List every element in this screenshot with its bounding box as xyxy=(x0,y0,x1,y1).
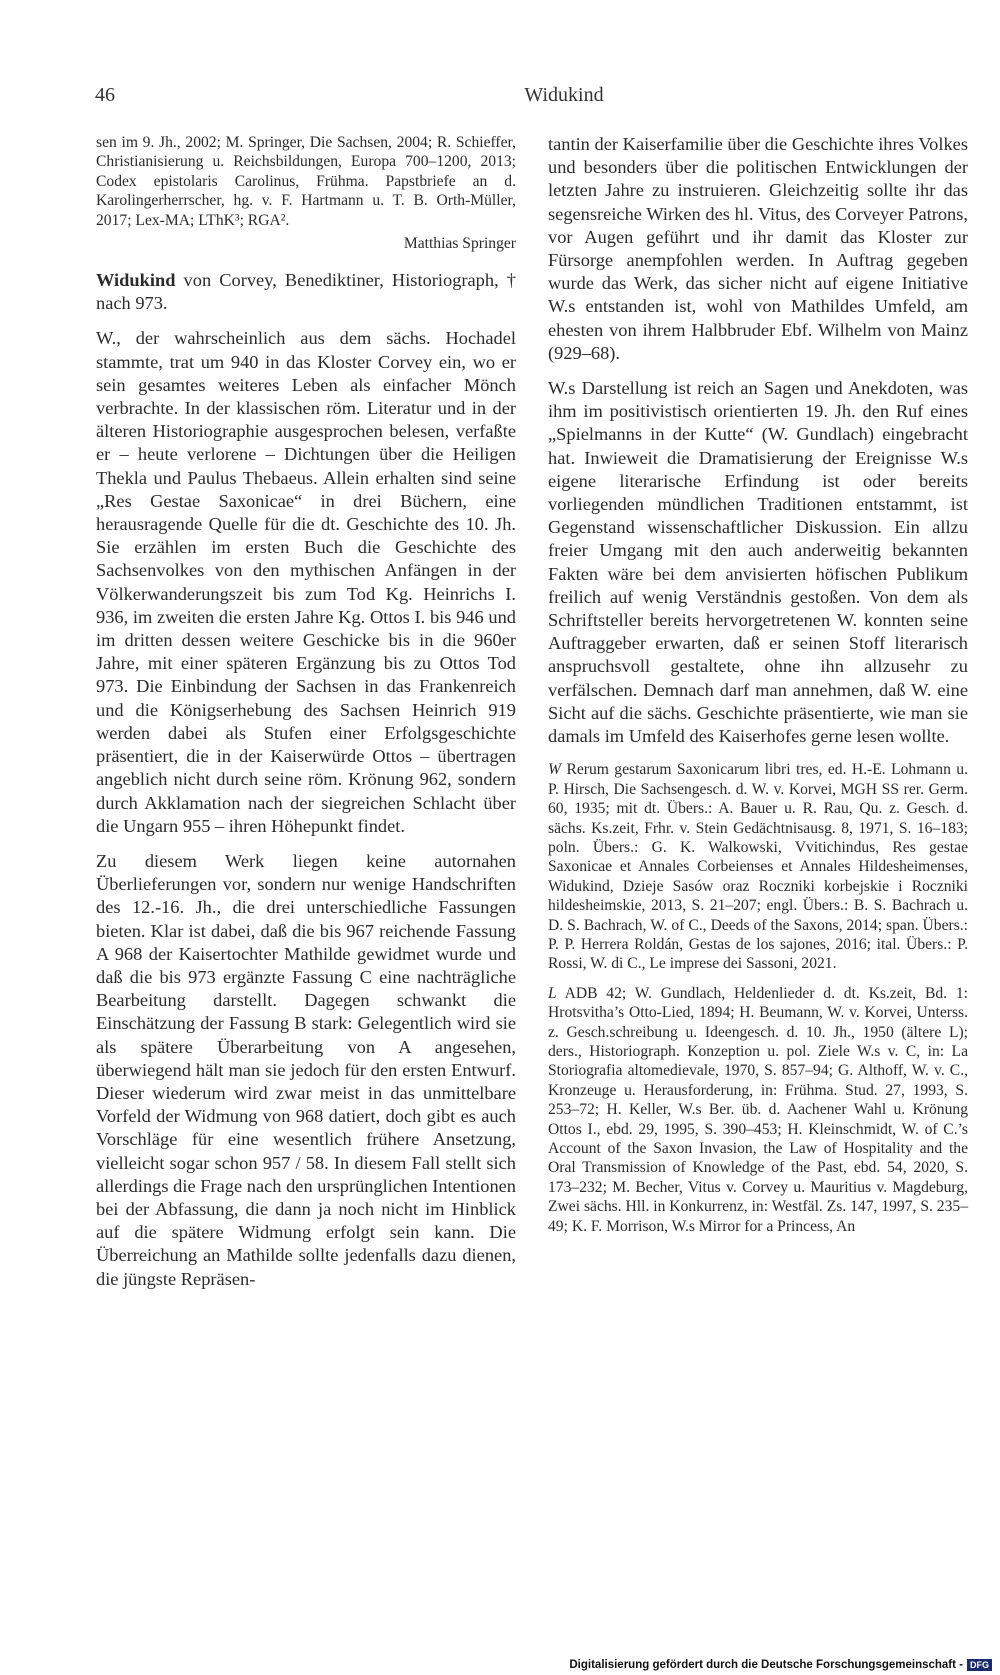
previous-entry-bibliography: sen im 9. Jh., 2002; M. Springer, Die Sachsen, 2004; R. Schieffer, Christianisierung u. Reichsbildungen, Europa 700–1200, 2013; Codex epistolaris Carolinus, Frühma. Papstbriefe an d. Karolingerherrscher, hg. v. F. Hartmann u. T. B. Orth-Müller, 2017; Lex-MA; LThK³; RGA². xyxy=(96,134,516,229)
literature-section xyxy=(548,984,968,1236)
paragraph-2: Zu diesem Werk liegen keine autornahen Überlieferungen vor, sondern nur wenige Handschriften des 12.-16. Jh., die drei unterschiedliche Fassungen bieten. Klar ist dabei, daß die bis 967 reichende Fassung A 968 der Kaisertochter Mathilde gewidmet wurde und daß die bis 973 ergänzte Fassung C eine nachträgliche Bearbeitung darstellt. Dagegen schwankt die Einschätzung der Fassung B stark: Gelegentlich wird sie als spätere Überarbeitung von A angesehen, überwiegend hält man sie jedoch für den ersten Entwurf. Dieser wiederum wird zwar meist in das unmittelbare Vorfeld der Widmung von 968 datiert, doch gibt es auch Vorschläge für eine wesentlich frühere Ansetzung, vielleicht sogar schon 957 / 58. In diesem Fall stellt sich allerdings die Frage nach den ursprünglichen Intentionen bei der Abfassung, die dann ja noch nicht im Hinblick auf die spätere Widmung erfolgt sein kann. Die Überreichung an Mathilde sollte jedenfalls dazu dienen, die jüngste Repräsen- xyxy=(96,850,516,1289)
entry-lemma: Widukind xyxy=(96,270,176,291)
works-text: Rerum gestarum Saxonicarum libri tres, ed. H.-E. Lohmann u. P. Hirsch, Die Sachsengesch. d. W. v. Korvei, MGH SS rer. Germ. 60, 1935; mit dt. Übers.: A. Bauer u. R. Rau, Qu. z. Gesch. d. sächs. Ks.zeit, Frhr. v. Stein Gedächtnisausg. 8, 1971, S. 16–183; poln. Übers.: G. K. Walkowski, Vvitichindus, Res gestae Saxonicae et Annales Corbeienses et Annales Hildesheimenses, Widukind, Dzieje Sasów oraz Roczniki korbejskie i Roczniki hildesheimskie, 2013, S. 21–207; engl. Übers.: B. S. Bachrach u. D. S. Bachrach, W. of C., Deeds of the Saxons, 2014; span. Übers.: P. P. Herrera Roldán, Gestas de los sajones, 2016; ital. Übers.: P. Rossi, W. di C., Le imprese dei Sassoni, 2021. xyxy=(548,761,968,973)
paragraph-3: tantin der Kaiserfamilie über die Geschichte ihres Volkes und besonders über die politischen Entwicklungen der letzten Jahre zu instruieren. Gleichzeitig sollte ihr das segensreiche Wirken des hl. Vitus, des Corveyer Patrons, vor Augen geführt und ihr damit das Kloster zur Fürsorge anempfohlen werden. In Auftrag gegeben wurde das Werk, das sicher nicht auf eigene Initiative W.s entstanden ist, wohl von Mathildes Umfeld, am ehesten von ihrem Halbbruder Ebf. Wilhelm von Mainz (929–68). xyxy=(548,134,968,363)
footer-text: Digitalisierung gefördert durch die Deutsche Forschungsgemeinschaft - xyxy=(569,1659,963,1671)
previous-entry-author: Matthias Springer xyxy=(403,235,516,253)
literature-text: ADB 42; W. Gundlach, Heldenlieder d. dt. Ks.zeit, Bd. 1: Hrotsvitha’s Otto-Lied, 1894; H. Beumann, W. v. Korvei, Unterss. z. Gesch.schreibung u. Ideengesch. d. 10. Jh., 1950 (ältere L); ders., Historiograph. Konzeption u. pol. Ziele W.s v. C, in: La Storiografia altomedievale, 1970, S. 857–94; G. Althoff, W. v. C., Kronzeuge u. Herausforderung, in: Frühma. Stud. 27, 1993, S. 253–72; H. Keller, W.s Ber. üb. d. Aachener Wahl u. Krönung Ottos I., ebd. 29, 1995, S. 390–453; H. Kleinschmidt, W. of C.’s Account of the Saxon Invasion, the Law of Hospitality and the Oral Transmission of Knowledge of the Past, ebd. 54, 2020, S. 173–232; M. Becher, Vitus v. Corvey u. Mauritius v. Magdeburg, Zwei sächs. Hll. in Konkurrenz, in: Westfäl. Zs. 147, 1997, S. 235–49; K. F. Morrison, W.s Mirror for a Princess, An xyxy=(548,984,968,1235)
dfg-logo: DFG xyxy=(967,1659,992,1671)
paragraph-4: W.s Darstellung ist reich an Sagen und Anekdoten, was ihm im positivistisch orientierten 19. Jh. den Ruf eines „Spielmanns in der Kutte“ (W. Gundlach) eingebracht hat. Inwieweit die Dramatisierung der Ereignisse W.s eigene literarische Erfindung ist oder bereits vorliegenden mündlichen Traditionen entstammt, ist Gegenstand wissenschaftlicher Diskussion. Ein allzu freier Umgang mit den auch anderweitig bekannten Fakten wäre bei dem anvisierten höfischen Publikum freilich auf wenig Verständnis gestoßen. Von dem als Schriftsteller bereits hervorgetretenen W. konnten seine Auftraggeber erwarten, daß er seinen Stoff literarisch anspruchsvoll gestaltete, ohne ihn allzusehr zu verfälschen. Demnach darf man annehmen, daß W. eine Sicht auf die sächs. Geschichte präsentierte, wie man sie damals im Umfeld des Kaiserhofes gerne lesen wollte. xyxy=(548,378,968,747)
footer-credit xyxy=(569,1659,992,1671)
works-label: W xyxy=(548,761,561,779)
literature-label: L xyxy=(548,984,557,1002)
entry-heading-rest: von Corvey, Benediktiner, Historiograph, † nach 973. xyxy=(96,270,516,314)
page-number: 46 xyxy=(95,84,115,106)
page-header xyxy=(95,84,905,114)
right-column xyxy=(548,133,968,1236)
entry-heading xyxy=(96,269,516,315)
running-head: Widukind xyxy=(524,84,604,106)
works-section xyxy=(548,760,968,973)
left-column xyxy=(96,133,516,1291)
paragraph-1: W., der wahrscheinlich aus dem sächs. Hochadel stammte, trat um 940 in das Kloster Corvey ein, wo er sein gesamtes weiteres Leben als einfacher Mönch verbrachte. In der klassischen röm. Literatur und in der älteren Historiographie ausgesprochen belesen, verfaßte er – heute verlorene – Dichtungen über die Heiligen Thekla und Paulus Thebaeus. Allein erhalten sind seine „Res Gestae Saxonicae“ in drei Büchern, eine herausragende Quelle für die dt. Geschichte des 10. Jh. Sie erzählen im ersten Buch die Geschichte des Sachsenvolkes von den mythischen Anfängen in der Völkerwanderungszeit bis zum Tod Kg. Heinrichs I. 936, im zweiten die ersten Jahre Kg. Ottos I. bis 946 und im dritten dessen weitere Geschicke bis in die 960er Jahre, mit einer späteren Ergänzung bis zu Ottos Tod 973. Die Einbindung der Sachsen in das Frankenreich und die Königserhebung des Sachsen Heinrich 919 werden dabei als Stufen einer Erfolgsgeschichte präsentiert, die in der Kaiserwürde Ottos – übertragen angeblich nicht durch seine röm. Krönung 962, sondern durch Akklamation nach der siegreichen Schlacht über die Ungarn 955 – ihren Höhepunkt findet. xyxy=(96,328,516,836)
